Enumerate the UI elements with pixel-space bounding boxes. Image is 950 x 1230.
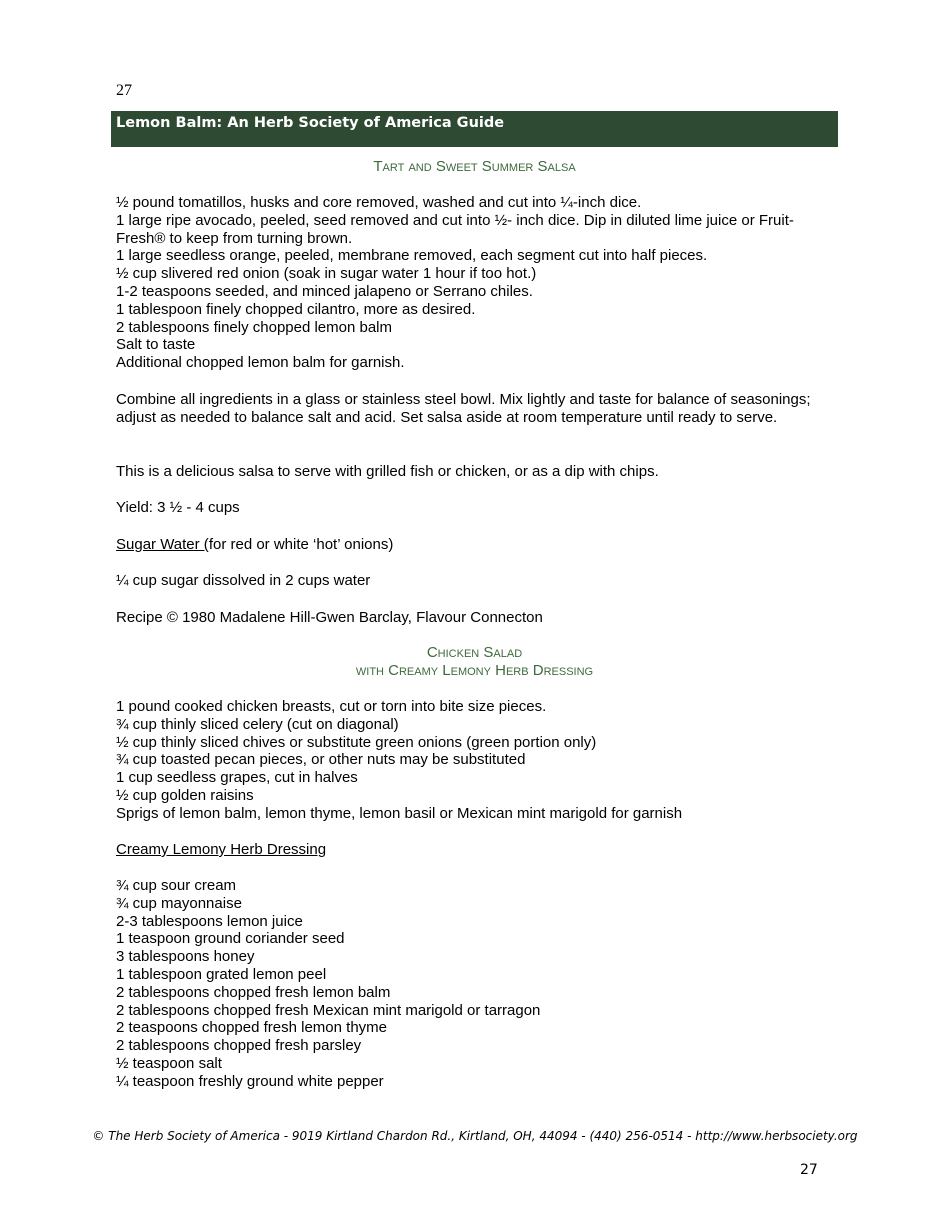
ingredient-line: 1-2 teaspoons seeded, and minced jalapeno or Serrano chiles.	[116, 282, 533, 300]
recipe-credit: Recipe © 1980 Madalene Hill-Gwen Barclay, Flavour Connecton	[116, 609, 543, 626]
ingredient-line: 1 large seedless orange, peeled, membrane removed, each segment cut into half pieces.	[116, 247, 708, 265]
salsa-serving-note: This is a delicious salsa to serve with grilled fish or chicken, or as a dip with chips.	[116, 463, 659, 480]
ingredient-line: 1 cup seedless grapes, cut in halves	[116, 769, 358, 787]
ingredient-line: ¾ cup mayonnaise	[116, 894, 242, 912]
ingredient-line: 1 teaspoon ground coriander seed	[116, 930, 345, 948]
salsa-ingredients	[116, 194, 836, 372]
ingredient-line: Sprigs of lemon balm, lemon thyme, lemon basil or Mexican mint marigold for garnish	[116, 804, 683, 822]
dressing-ingredients	[116, 877, 836, 1091]
ingredient-line: ½ pound tomatillos, husks and core removed, washed and cut into ¼-inch dice.	[116, 194, 642, 211]
ingredient-line: 1 large ripe avocado, peeled, seed removed and cut into ½- inch dice. Dip in diluted lime juice or Fruit-Fresh® to keep from turning brown.	[116, 211, 794, 247]
ingredient-line: Additional chopped lemon balm for garnish.	[116, 354, 405, 372]
ingredient-line: 2 tablespoons chopped fresh parsley	[116, 1037, 362, 1055]
header-banner: Lemon Balm: An Herb Society of America Guide	[111, 111, 838, 147]
ingredient-line: 2 tablespoons finely chopped lemon balm	[116, 318, 393, 336]
recipe-title-salsa: Tart and Sweet Summer Salsa	[373, 158, 576, 175]
ingredient-line: ¼ teaspoon freshly ground white pepper	[116, 1072, 384, 1090]
sugar-water-heading-underlined: Sugar Water (	[116, 536, 209, 553]
ingredient-line: ¾ cup toasted pecan pieces, or other nuts may be substituted	[116, 751, 526, 769]
ingredient-line: ½ cup slivered red onion (soak in sugar water 1 hour if too hot.)	[116, 265, 537, 283]
ingredient-line: 1 pound cooked chicken breasts, cut or torn into bite size pieces.	[116, 698, 547, 715]
page-number-top: 27	[116, 82, 132, 99]
chicken-salad-ingredients	[116, 698, 836, 823]
sugar-water-heading	[116, 536, 836, 554]
ingredient-line: 2 teaspoons chopped fresh lemon thyme	[116, 1019, 388, 1037]
ingredient-line: ½ cup thinly sliced chives or substitute green onions (green portion only)	[116, 733, 597, 751]
ingredient-line: 2 tablespoons chopped fresh Mexican mint marigold or tarragon	[116, 1001, 541, 1019]
recipe-title-chicken-salad: Chicken Salad	[426, 644, 523, 661]
dressing-heading	[116, 841, 836, 859]
directions-paragraph: Combine all ingredients in a glass or stainless steel bowl. Mix lightly and taste for balance of seasonings; adjust as needed to balance salt and acid. Set salsa aside at room temperature until ready to serve.	[116, 391, 811, 426]
dressing-heading-text: Creamy Lemony Herb Dressing	[116, 841, 327, 858]
ingredient-line: ¾ cup sour cream	[116, 877, 237, 894]
page-number-bottom: 27	[800, 1162, 818, 1178]
ingredient-line: 2-3 tablespoons lemon juice	[116, 912, 303, 930]
ingredient-line: ½ teaspoon salt	[116, 1054, 222, 1072]
ingredient-line: 1 tablespoon finely chopped cilantro, more as desired.	[116, 300, 476, 318]
footer-contact: © The Herb Society of America - 9019 Kirtland Chardon Rd., Kirtland, OH, 44094 - (440) 256-0514 - http://www.herbsociety.org	[92, 1129, 858, 1143]
sugar-water-recipe: ¼ cup sugar dissolved in 2 cups water	[116, 572, 371, 589]
ingredient-line: 1 tablespoon grated lemon peel	[116, 965, 327, 983]
salsa-yield: Yield: 3 ½ - 4 cups	[116, 499, 240, 516]
ingredient-line: Salt to taste	[116, 336, 196, 354]
ingredient-line: 3 tablespoons honey	[116, 948, 255, 966]
salsa-directions	[116, 391, 828, 427]
recipe-subtitle-chicken-salad: with Creamy Lemony Herb Dressing	[355, 662, 594, 679]
ingredient-line: ½ cup golden raisins	[116, 786, 254, 804]
sugar-water-heading-rest: for red or white ‘hot’ onions)	[208, 536, 394, 553]
ingredient-line: 2 tablespoons chopped fresh lemon balm	[116, 983, 391, 1001]
ingredient-line: ¾ cup thinly sliced celery (cut on diagonal)	[116, 715, 399, 733]
